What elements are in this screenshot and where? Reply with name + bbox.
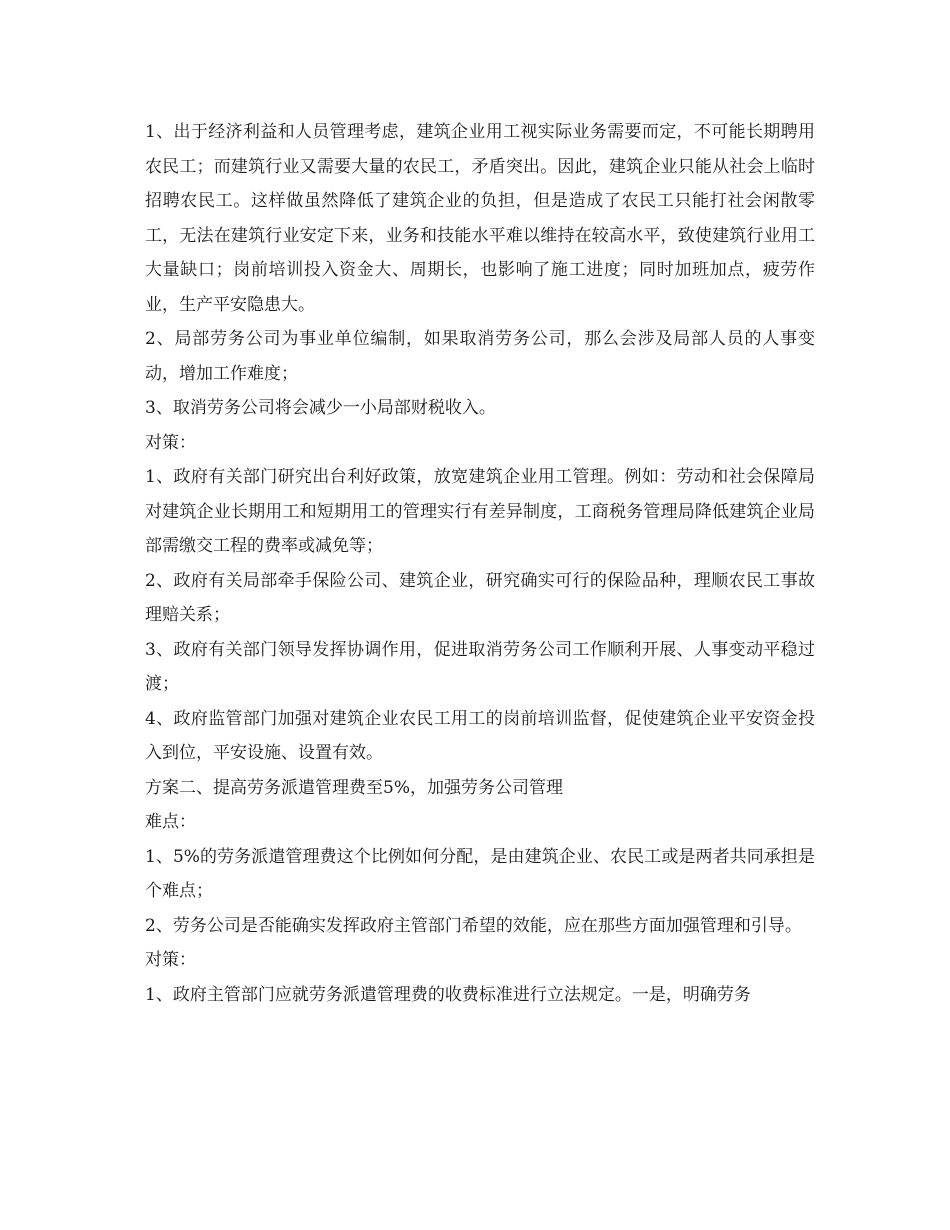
- paragraph-difficulty-3: 3、取消劳务公司将会减少一小局部财税收入。: [145, 398, 496, 418]
- paragraph-difficulty-1: 1、出于经济利益和人员管理考虑，建筑企业用工视实际业务需要而定，不可能长期聘用农民工；而建筑行业又需要大量的农民工，矛盾突出。因此，建筑企业只能从社会上临时招聘农民工。这样做虽然降低了建筑企业的负担，但是造成了农民工只能打社会闲散零工，无法在建筑行业安定下来，业务和技能水平难以维持在较高水平，致使建筑行业用工大量缺口；岗前培训投入资金大、周期长，也影响了施工进度；同时加班加点，疲劳作业，生产平安隐患大。: [145, 122, 815, 315]
- paragraph-countermeasure-2: 2、政府有关局部牵手保险公司、建筑企业，研究确实可行的保险品种，理顺农民工事故理赔关系；: [145, 570, 815, 625]
- paragraph-plan-two-countermeasure-1: 1、政府主管部门应就劳务派遣管理费的收费标准进行立法规定。一是，明确劳务: [145, 984, 751, 1005]
- heading-countermeasures: 对策：: [145, 432, 196, 453]
- paragraph-plan-two-difficulty-2: 2、劳务公司是否能确实发挥政府主管部门希望的效能，应在那些方面加强管理和引导。: [145, 915, 802, 936]
- heading-difficulties: 难点：: [145, 812, 196, 832]
- paragraph-plan-two-difficulty-1: 1、5%的劳务派遣管理费这个比例如何分配，是由建筑企业、农民工或是两者共同承担是个难点；: [145, 846, 815, 901]
- paragraph-countermeasure-1: 1、政府有关部门研究出台利好政策，放宽建筑企业用工管理。例如：劳动和社会保障局对建筑企业长期用工和短期用工的管理实行有差异制度，工商税务管理局降低建筑企业局部需缴交工程的费率或减免等；: [145, 467, 815, 556]
- paragraph-countermeasure-3: 3、政府有关部门领导发挥协调作用，促进取消劳务公司工作顺利开展、人事变动平稳过渡；: [145, 639, 815, 694]
- heading-countermeasures-2: 对策：: [145, 950, 196, 970]
- document-body: [145, 115, 815, 1012]
- paragraph-difficulty-2: 2、局部劳务公司为事业单位编制，如果取消劳务公司，那么会涉及局部人员的人事变动，增加工作难度；: [145, 329, 815, 384]
- paragraph-countermeasure-4: 4、政府监管部门加强对建筑企业农民工用工的岗前培训监督，促使建筑企业平安资金投入到位，平安设施、设置有效。: [145, 708, 815, 763]
- heading-plan-two: 方案二、提高劳务派遣管理费至5%，加强劳务公司管理: [145, 777, 563, 798]
